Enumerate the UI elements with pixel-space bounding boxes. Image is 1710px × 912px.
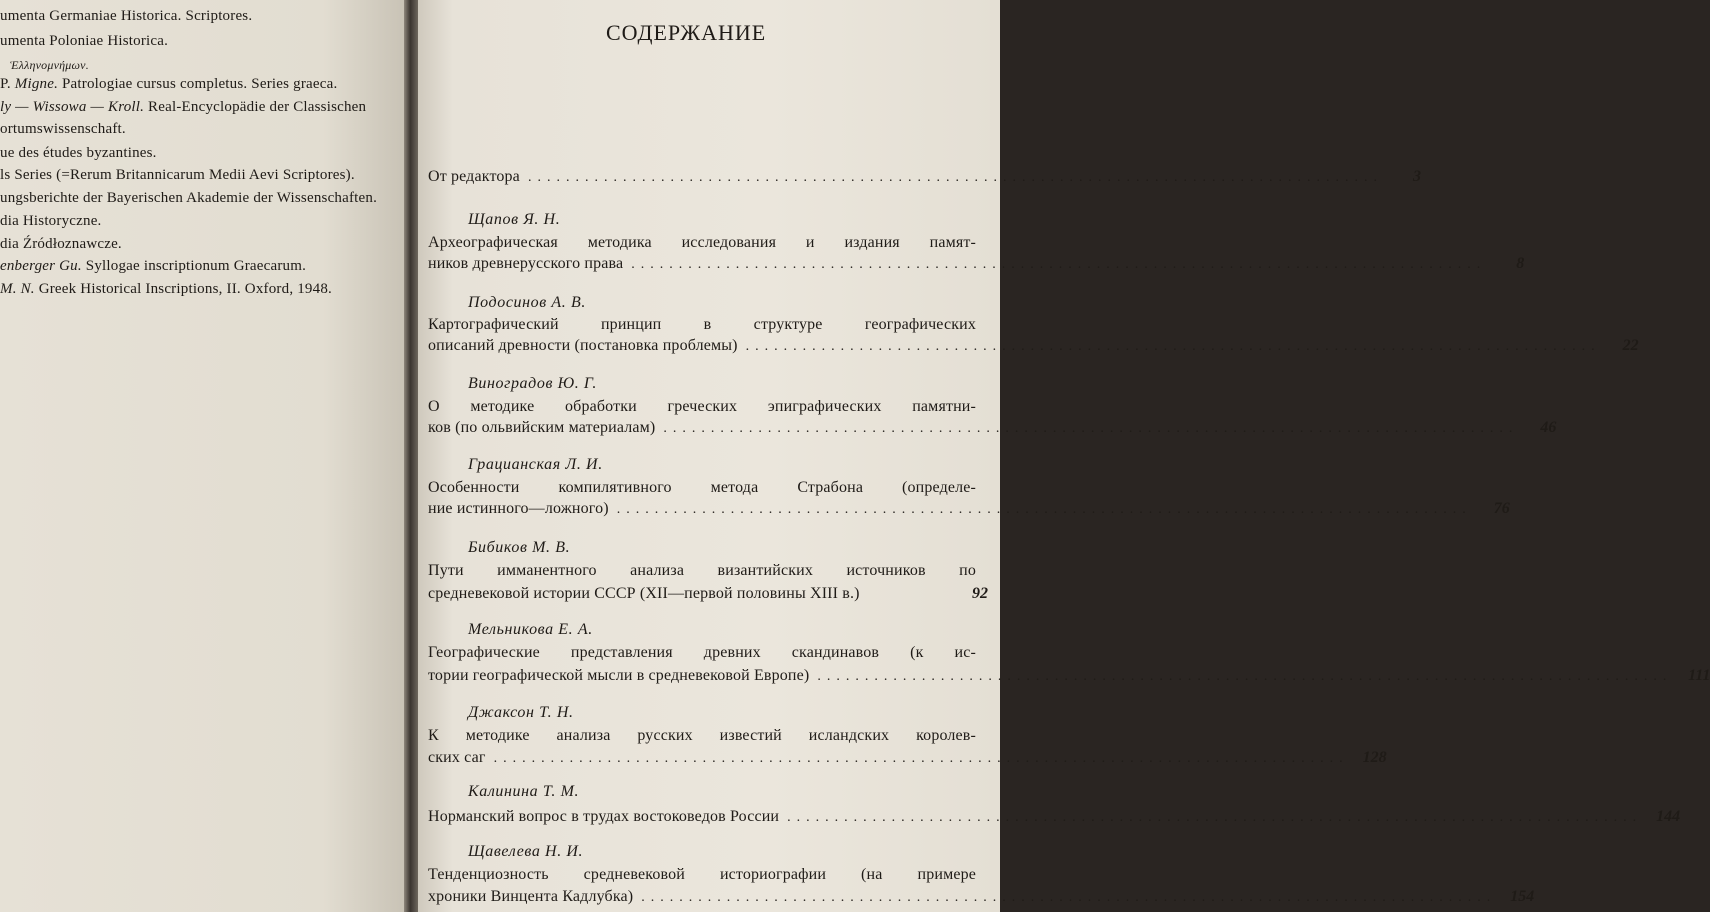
abbr-italic: enberger Gu. bbox=[0, 258, 82, 274]
toc-entry[interactable] bbox=[428, 749, 1387, 771]
abbreviation-line bbox=[0, 236, 122, 253]
abbr-text: Real-Encyclopädie der Classischen bbox=[144, 99, 367, 115]
page-number: 144 bbox=[1656, 808, 1681, 825]
toc-author: Бибиков М. В. bbox=[468, 539, 571, 556]
abbr-text: ungsberichte der Bayerischen Akademie der Wissenschaften. bbox=[0, 190, 378, 206]
toc-title-line: Картографический принцип в структуре географических bbox=[428, 316, 976, 333]
abbreviation-line bbox=[0, 213, 102, 230]
toc-author: Подосинов А. В. bbox=[468, 294, 586, 311]
toc-title: ников древнерусского права bbox=[428, 255, 624, 272]
abbreviation-line bbox=[0, 33, 168, 50]
toc-title: ков (по ольвийским материалам) bbox=[428, 419, 656, 436]
abbr-text: ls Series (=Rerum Britannicarum Medii Aevi Scriptores). bbox=[0, 167, 355, 183]
abbreviation-line bbox=[0, 145, 157, 162]
toc-entry[interactable] bbox=[428, 808, 1681, 830]
toc-title-line: Археографическая методика исследования и издания памят- bbox=[428, 234, 976, 251]
toc-entry[interactable] bbox=[428, 168, 1421, 190]
contents-heading: СОДЕРЖАНИЕ bbox=[606, 20, 767, 45]
page-number: 3 bbox=[1412, 168, 1421, 185]
abbr-text: Patrologiae cursus completus. Series graeca. bbox=[58, 76, 338, 92]
abbr-text: dia Źródłoznawcze. bbox=[0, 236, 122, 252]
abbr-italic: ly — Wissowa — Kroll. bbox=[0, 99, 145, 115]
page-number: 111 bbox=[1688, 667, 1710, 684]
page-number: 128 bbox=[1362, 749, 1387, 766]
toc-entry[interactable] bbox=[428, 888, 1535, 910]
toc-title: ских саг bbox=[428, 749, 486, 766]
abbreviation-line bbox=[0, 99, 366, 116]
toc-title: хроники Винцента Кадлубка) bbox=[428, 888, 634, 905]
page-number: 8 bbox=[1516, 255, 1525, 272]
page-number: 92 bbox=[972, 585, 988, 602]
leader-dots: .......................................................................................... bbox=[493, 751, 1349, 766]
left-page bbox=[0, 0, 404, 912]
page-number: 22 bbox=[1622, 337, 1639, 354]
abbreviation-line bbox=[0, 8, 252, 25]
abbr-italic: M. N. bbox=[0, 281, 35, 297]
toc-title-line: Особенности компилятивного метода Страбона (определе- bbox=[428, 479, 976, 496]
abbreviation-line bbox=[10, 58, 89, 73]
abbr-prefix: P. bbox=[0, 76, 15, 92]
toc-title: описаний древности (постановка проблемы) bbox=[428, 337, 738, 354]
toc-title-line: Географические представления древних скандинавов (к ис- bbox=[428, 644, 976, 661]
toc-author: Виноградов Ю. Г. bbox=[468, 375, 598, 392]
abbreviation-line bbox=[0, 190, 377, 207]
toc-title: ние истинного—ложного) bbox=[428, 500, 609, 517]
toc-entry[interactable] bbox=[428, 337, 1639, 359]
abbr-text: Ἑλληνομνήμων. bbox=[10, 58, 89, 72]
leader-dots: .......................................................................................... bbox=[641, 890, 1497, 905]
toc-entry[interactable] bbox=[428, 667, 1710, 689]
leader-dots: .......................................................................................... bbox=[631, 257, 1487, 272]
toc-title-line: Тенденциозность средневековой историографии (на примере bbox=[428, 866, 976, 883]
leader-dots: .......................................................................................... bbox=[663, 421, 1519, 436]
abbr-text: umenta Poloniae Historica. bbox=[0, 33, 169, 49]
toc-author: Джаксон Т. Н. bbox=[468, 704, 574, 721]
page-number: 46 bbox=[1540, 419, 1557, 436]
toc-entry[interactable] bbox=[428, 255, 1525, 277]
abbr-text: ortumswissenschaft. bbox=[0, 121, 126, 137]
toc-author: Грацианская Л. И. bbox=[468, 456, 603, 473]
leader-dots: .......................................................................................... bbox=[745, 339, 1601, 354]
abbreviation-line bbox=[0, 121, 126, 138]
toc-title: От редактора bbox=[428, 168, 520, 185]
toc-entry[interactable] bbox=[428, 500, 1510, 522]
leader-dots: .......................................................................................... bbox=[787, 810, 1643, 825]
toc-title-line: К методике анализа русских известий исландских королев- bbox=[428, 727, 976, 744]
toc-author: Щапов Я. Н. bbox=[468, 211, 561, 228]
abbreviation-line bbox=[0, 281, 332, 298]
toc-title-line: Пути имманентного анализа византийских источников по bbox=[428, 562, 976, 579]
toc-author: Калинина Т. М. bbox=[468, 783, 580, 800]
toc-entry[interactable] bbox=[428, 585, 988, 607]
leader-dots: .......................................................................................... bbox=[817, 669, 1673, 684]
abbr-text: Syllogae inscriptionum Graecarum. bbox=[81, 258, 307, 274]
abbreviation-line bbox=[0, 258, 306, 275]
toc-title: средневековой истории СССР (XII—первой половины XIII в.) bbox=[428, 585, 860, 602]
toc-author: Щавелева Н. И. bbox=[468, 843, 584, 860]
leader-dots: .......................................................................................... bbox=[527, 170, 1383, 185]
toc-title: тории географической мысли в средневековой Европе) bbox=[428, 667, 810, 684]
abbr-text: dia Historyczne. bbox=[0, 213, 102, 229]
page-number: 154 bbox=[1510, 888, 1535, 905]
abbr-text: ue des études byzantines. bbox=[0, 145, 157, 161]
toc-title-line: О методике обработки греческих эпиграфических памятни- bbox=[428, 398, 976, 415]
abbreviation-line bbox=[0, 76, 337, 93]
page-number: 76 bbox=[1493, 500, 1510, 517]
abbreviation-line bbox=[0, 167, 355, 184]
abbr-italic: Migne. bbox=[14, 76, 59, 92]
abbr-text: umenta Germaniae Historica. Scriptores. bbox=[0, 8, 253, 24]
book-gutter bbox=[404, 0, 418, 912]
contents-page bbox=[418, 0, 1710, 912]
abbr-text: Greek Historical Inscriptions, II. Oxford, 1948. bbox=[34, 281, 332, 297]
leader-dots: .......................................................................................... bbox=[616, 502, 1472, 517]
toc-title: Норманский вопрос в трудах востоковедов России bbox=[428, 808, 780, 825]
toc-entry[interactable] bbox=[428, 419, 1557, 441]
toc-author: Мельникова Е. А. bbox=[468, 621, 593, 638]
